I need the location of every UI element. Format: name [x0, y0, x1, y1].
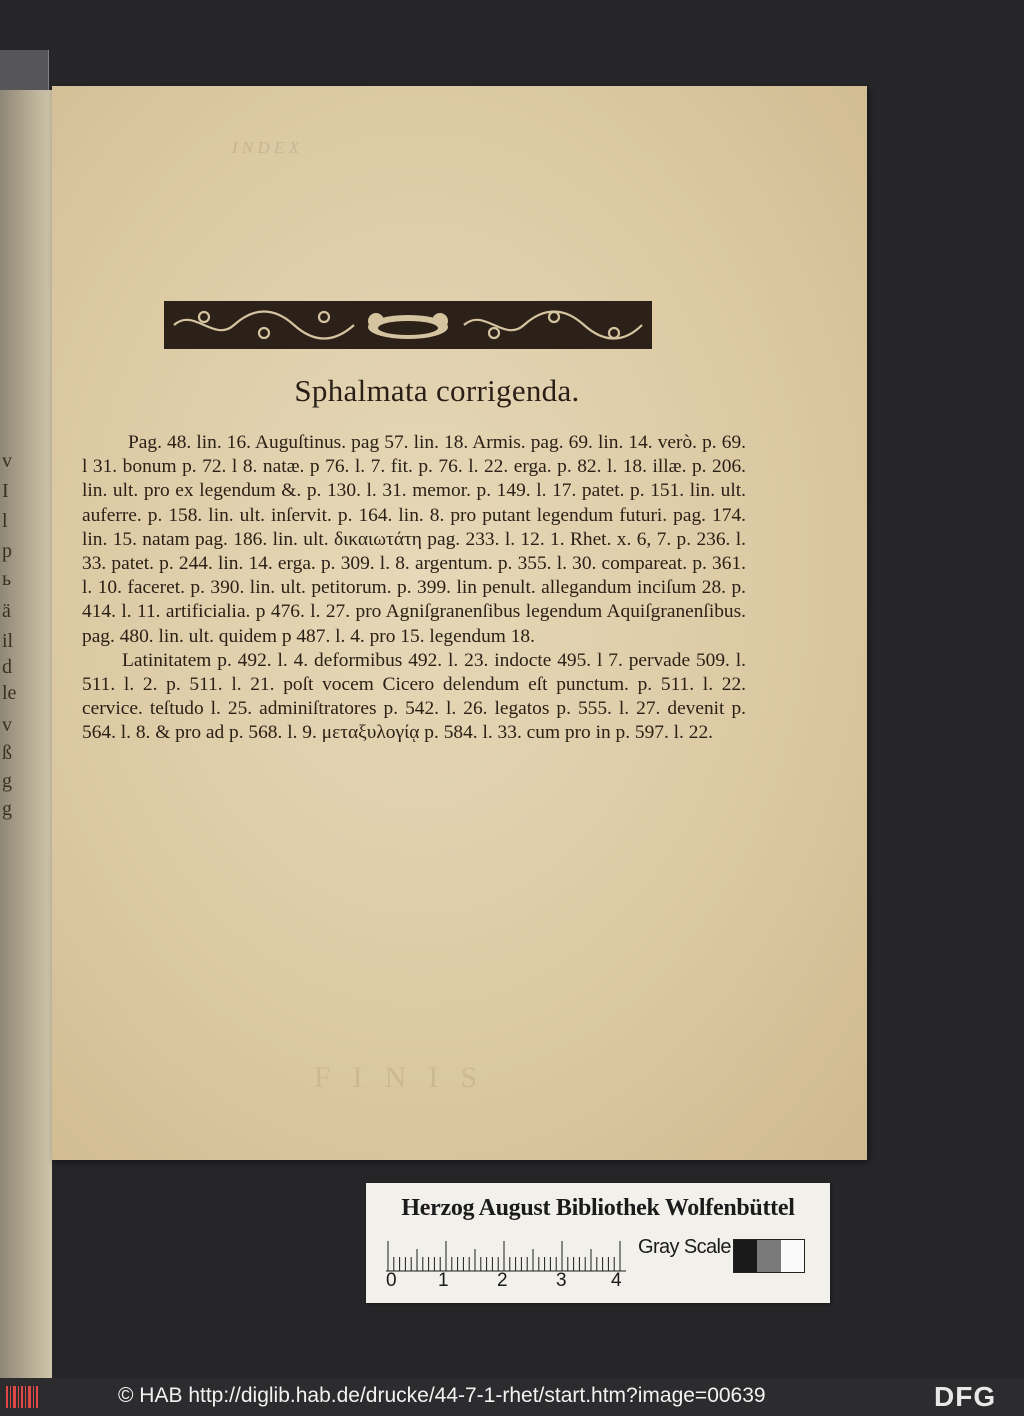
barcode-icon	[6, 1384, 40, 1410]
library-color-card	[366, 1183, 830, 1303]
gray-swatch-light	[781, 1240, 804, 1272]
leaf-fragment: d	[2, 656, 12, 678]
ruler-number: 4	[611, 1270, 622, 1291]
errata-paragraph: Latinitatem p. 492. l. 4. deformibus 492. l. 23. indocte 495. l 7. pervade 509. l. 511. l. 2. p. 511. l. 21. poſt vocem Cicero delendum eſt punctum. p. 511. l. 22. cervice. teſtudo l. 25. adminiſtratores p. 542. l. 26. legatos p. 555. l. 27. devenit p. 564. l. 8. & pro ad p. 568. l. 9. μεταξυλογίᾳ p. 584. l. 33. cum pro in p. 597. l. 22.	[82, 649, 746, 744]
footer-bar	[0, 1378, 1024, 1416]
page-title: Sphalmata corrigenda.	[294, 373, 580, 408]
ruler-number: 1	[438, 1270, 449, 1291]
leaf-fragment: le	[2, 682, 17, 704]
library-name: Herzog August Bibliothek Wolfenbüttel	[401, 1195, 795, 1221]
scanned-page: I N D E X Sphalmata corrigenda. Pag. 48. lin. 16. Auguſtinus. pag 57. lin. 18. Armis. pag. 69. lin. 14. verò. p. 69. l 31. bonum p. 72. l 8. natæ. p 76. l. 7. fit. p. 76. l. 22. erga. p. 82. l. 18. illæ. p. 206. lin. ult. pro ex legendum &. p. 130. l. 31. memor. p. 149. l. 17. patet. p. 151. lin. ult. auferre. p. 158. lin. ult. inſervit. p. 164. lin. 8. pro putant legendum futuri. pag. 174. lin. 15. natam pag. 186. lin. ult. δικαιωτάτη pag. 233. l. 12. 1. Rhet. x. 6, 7. p. 236. l. 33. patet. p. 244. lin. 14. erga. p. 309. l. 8. argentum. p. 355. l. 30. compareat. p. 361. l. 10. faceret. p. 390. lin. ult. petitorum. p. 399. lin penult. allegandum inciſum 28. p. 414. l. 11. artificialia. p 476. l. 27. pro Agniſgranenſibus legendum Aquiſgranenſibus. pag. 480. lin. ult. quidem p 487. l. 4. pro 15. legendum 18. Latinitatem p. 492. l. 4. deformibus 492. l. 23. indocte 495. l 7. pervade 509. l. 511. l. 2. p. 511. l. 21. poſt vocem Cicero delendum eſt punctum. p. 511. l. 22. cervice. teſtudo l. 25. adminiſtratores p. 542. l. 26. legatos p. 555. l. 27. devenit p. 564. l. 8. & pro ad p. 568. l. 9. μεταξυλογίᾳ p. 584. l. 33. cum pro in p. 597. l. 22. FINIS	[52, 86, 867, 1160]
ruler-number: 2	[497, 1270, 508, 1291]
dfg-logo: DFG	[934, 1381, 997, 1412]
leaf-fragment: g	[2, 798, 12, 820]
leaf-fragment: g	[2, 770, 12, 792]
leaf-fragment: il	[2, 630, 14, 652]
errata-paragraph: Pag. 48. lin. 16. Auguſtinus. pag 57. lin. 18. Armis. pag. 69. lin. 14. verò. p. 69. l 31. bonum p. 72. l 8. natæ. p 76. l. 7. fit. p. 76. l. 22. erga. p. 82. l. 18. illæ. p. 206. lin. ult. pro ex legendum &. p. 130. l. 31. memor. p. 149. l. 17. patet. p. 151. lin. ult. auferre. p. 158. lin. ult. inſervit. p. 164. lin. 8. pro putant legendum futuri. pag. 174. lin. 15. natam pag. 186. lin. ult. δικαιωτάτη pag. 233. l. 12. 1. Rhet. x. 6, 7. p. 236. l. 33. patet. p. 244. lin. 14. erga. p. 309. l. 8. argentum. p. 355. l. 30. compareat. p. 361. l. 10. faceret. p. 390. lin. ult. petitorum. p. 399. lin penult. allegandum inciſum 28. p. 414. l. 11. artificialia. p 476. l. 27. pro Agniſgranenſibus legendum Aquiſgranenſibus. pag. 480. lin. ult. quidem p 487. l. 4. pro 15. legendum 18.	[82, 432, 746, 647]
printers-ornament-icon	[164, 301, 652, 349]
leaf-fragment: l	[2, 510, 8, 532]
ruler-number: 3	[556, 1270, 567, 1291]
leaf-fragment: I	[2, 480, 9, 502]
leaf-fragment: p	[2, 540, 12, 562]
copyright-link[interactable]: © HAB http://diglib.hab.de/drucke/44-7-1-rhet/start.htm?image=00639	[118, 1384, 766, 1407]
leaf-fragment: v	[2, 450, 12, 472]
leaf-fragment: v	[2, 714, 12, 736]
show-through-ghost: FINIS	[314, 1061, 500, 1094]
previous-page-edge	[0, 90, 52, 1380]
gray-scale-swatch	[733, 1239, 805, 1273]
errata-text	[82, 431, 746, 746]
ruler-number: 0	[386, 1270, 397, 1291]
ruler-icon	[386, 1233, 626, 1273]
gray-swatch-dark	[734, 1240, 757, 1272]
leaf-fragment: ß	[2, 742, 12, 764]
leaf-fragment: ä	[2, 600, 11, 622]
leaf-fragment: ь	[2, 568, 12, 590]
gray-scale-label: Gray Scale	[638, 1236, 731, 1258]
gray-swatch-mid	[757, 1240, 780, 1272]
